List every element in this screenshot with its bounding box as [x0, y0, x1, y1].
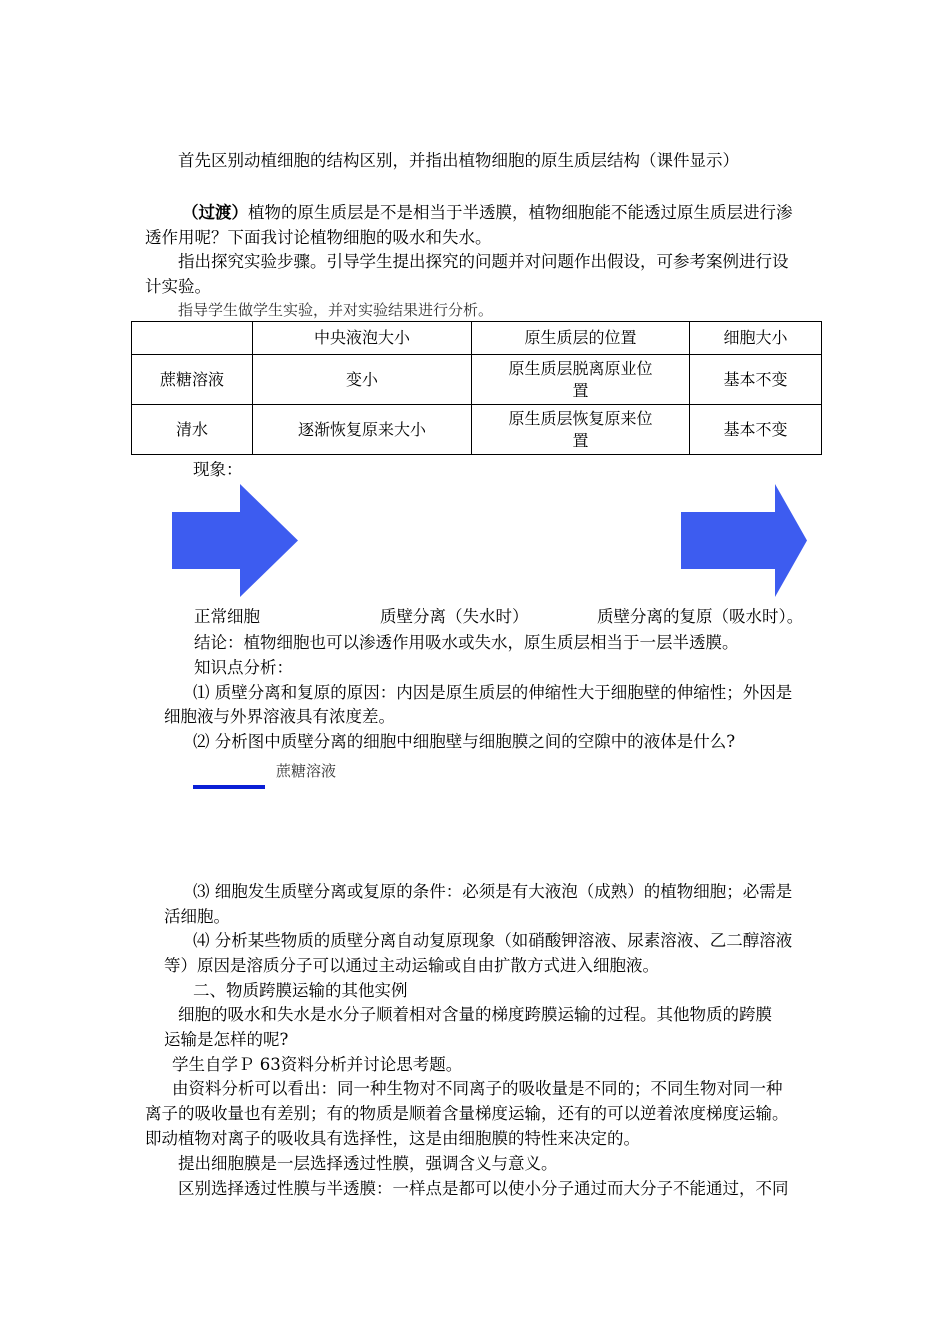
experiment-table — [131, 321, 822, 455]
point-4-line-2: 等）原因是溶质分子可以通过主动运输或自由扩散方式进入细胞液。 — [164, 956, 659, 975]
table-cell: 变小 — [253, 355, 472, 405]
stage-plasmolysis: 质壁分离（失水时） — [380, 607, 529, 626]
table-header-cell — [132, 322, 253, 355]
transition-line-2: 透作用呢？下面我讨论植物细胞的吸水和失水。 — [145, 228, 492, 247]
table-cell: 逐渐恢复原来大小 — [253, 405, 472, 455]
section-2-para-1-line-1: 细胞的吸水和失水是水分子顺着相对含量的梯度跨膜运输的过程。其他物质的跨膜 — [178, 1005, 772, 1024]
phenomenon-label: 现象： — [193, 460, 243, 479]
conclusion-text: 结论：植物细胞也可以渗透作用吸水或失水，原生质层相当于一层半透膜。 — [194, 633, 739, 652]
arrow-shape — [172, 484, 298, 597]
point-1-line-2: 细胞液与外界溶液具有浓度差。 — [164, 707, 395, 726]
stage-normal: 正常细胞 — [194, 607, 260, 626]
table-header-cell: 中央液泡大小 — [253, 322, 472, 355]
table-header-cell: 细胞大小 — [690, 322, 822, 355]
membrane-text: 提出细胞膜是一层选择透过性膜，强调含义与意义。 — [178, 1154, 558, 1173]
section-2-para-1-line-2: 运输是怎样的呢? — [164, 1030, 289, 1049]
self-study-text: 学生自学Ｐ 63资料分析并讨论思考题。 — [172, 1055, 463, 1074]
analysis-title: 知识点分析： — [194, 658, 293, 677]
point-3-line-2: 活细胞。 — [164, 907, 230, 926]
arrow-shape — [681, 484, 807, 597]
table-cell: 基本不变 — [690, 405, 822, 455]
point-2: ⑵ 分析图中质壁分离的细胞中细胞壁与细胞膜之间的空隙中的液体是什么? — [193, 732, 736, 751]
table-cell: 原生质层脱离原业位 置 — [472, 355, 690, 405]
table-cell: 基本不变 — [690, 355, 822, 405]
table-row-label: 清水 — [132, 405, 253, 455]
steps-line-1: 指出探究实验步骤。引导学生提出探究的问题并对问题作出假设，可参考案例进行设 — [178, 252, 789, 271]
table-header-row — [132, 322, 822, 355]
table-row-label: 蔗糖溶液 — [132, 355, 253, 405]
point-3-line-1: ⑶ 细胞发生质壁分离或复原的条件：必须是有大液泡（成熟）的植物细胞；必需是 — [193, 882, 793, 901]
intro-text: 首先区别动植细胞的结构区别，并指出植物细胞的原生质层结构（课件显示） — [178, 151, 739, 170]
guide-text: 指导学生做学生实验，并对实验结果进行分析。 — [178, 301, 494, 319]
table-cell: 原生质层恢复原来位 置 — [472, 405, 690, 455]
table-row — [132, 405, 822, 455]
analysis-line-2: 离子的吸收量也有差别；有的物质是顺着含量梯度运输，还有的可以逆着浓度梯度运输。 — [145, 1104, 789, 1123]
steps-line-2: 计实验。 — [145, 277, 211, 296]
right-arrow-icon — [172, 484, 298, 597]
point-1-line-1: ⑴ 质壁分离和复原的原因：内因是原生质层的伸缩性大于细胞壁的伸缩性；外因是 — [193, 683, 793, 702]
analysis-line-1: 由资料分析可以看出：同一种生物对不同离子的吸收量是不同的；不同生物对同一种 — [172, 1079, 783, 1098]
transition-line-1 — [182, 202, 793, 224]
stage-recovery: 质壁分离的复原（吸水时）。 — [597, 607, 804, 626]
point-2-answer: 蔗糖溶液 — [276, 762, 337, 780]
table-row — [132, 355, 822, 405]
point-4-line-1: ⑷ 分析某些物质的质壁分离自动复原现象（如硝酸钾溶液、尿素溶液、乙二醇溶液 — [193, 931, 793, 950]
table-header-cell: 原生质层的位置 — [472, 322, 690, 355]
section-2-title: 二、物质跨膜运输的其他实例 — [193, 981, 408, 1000]
analysis-line-3: 即动植物对离子的吸收具有选择性，这是由细胞膜的特性来决定的。 — [145, 1129, 640, 1148]
transition-text: 植物的原生质层是不是相当于半透膜，植物细胞能不能透过原生质层进行渗 — [248, 203, 793, 222]
right-arrow-icon — [681, 484, 807, 597]
difference-text: 区别选择透过性膜与半透膜：一样点是都可以使小分子通过而大分子不能通过，不同 — [178, 1179, 789, 1198]
indicator-line — [193, 785, 265, 789]
transition-label: （过渡） — [182, 203, 248, 222]
